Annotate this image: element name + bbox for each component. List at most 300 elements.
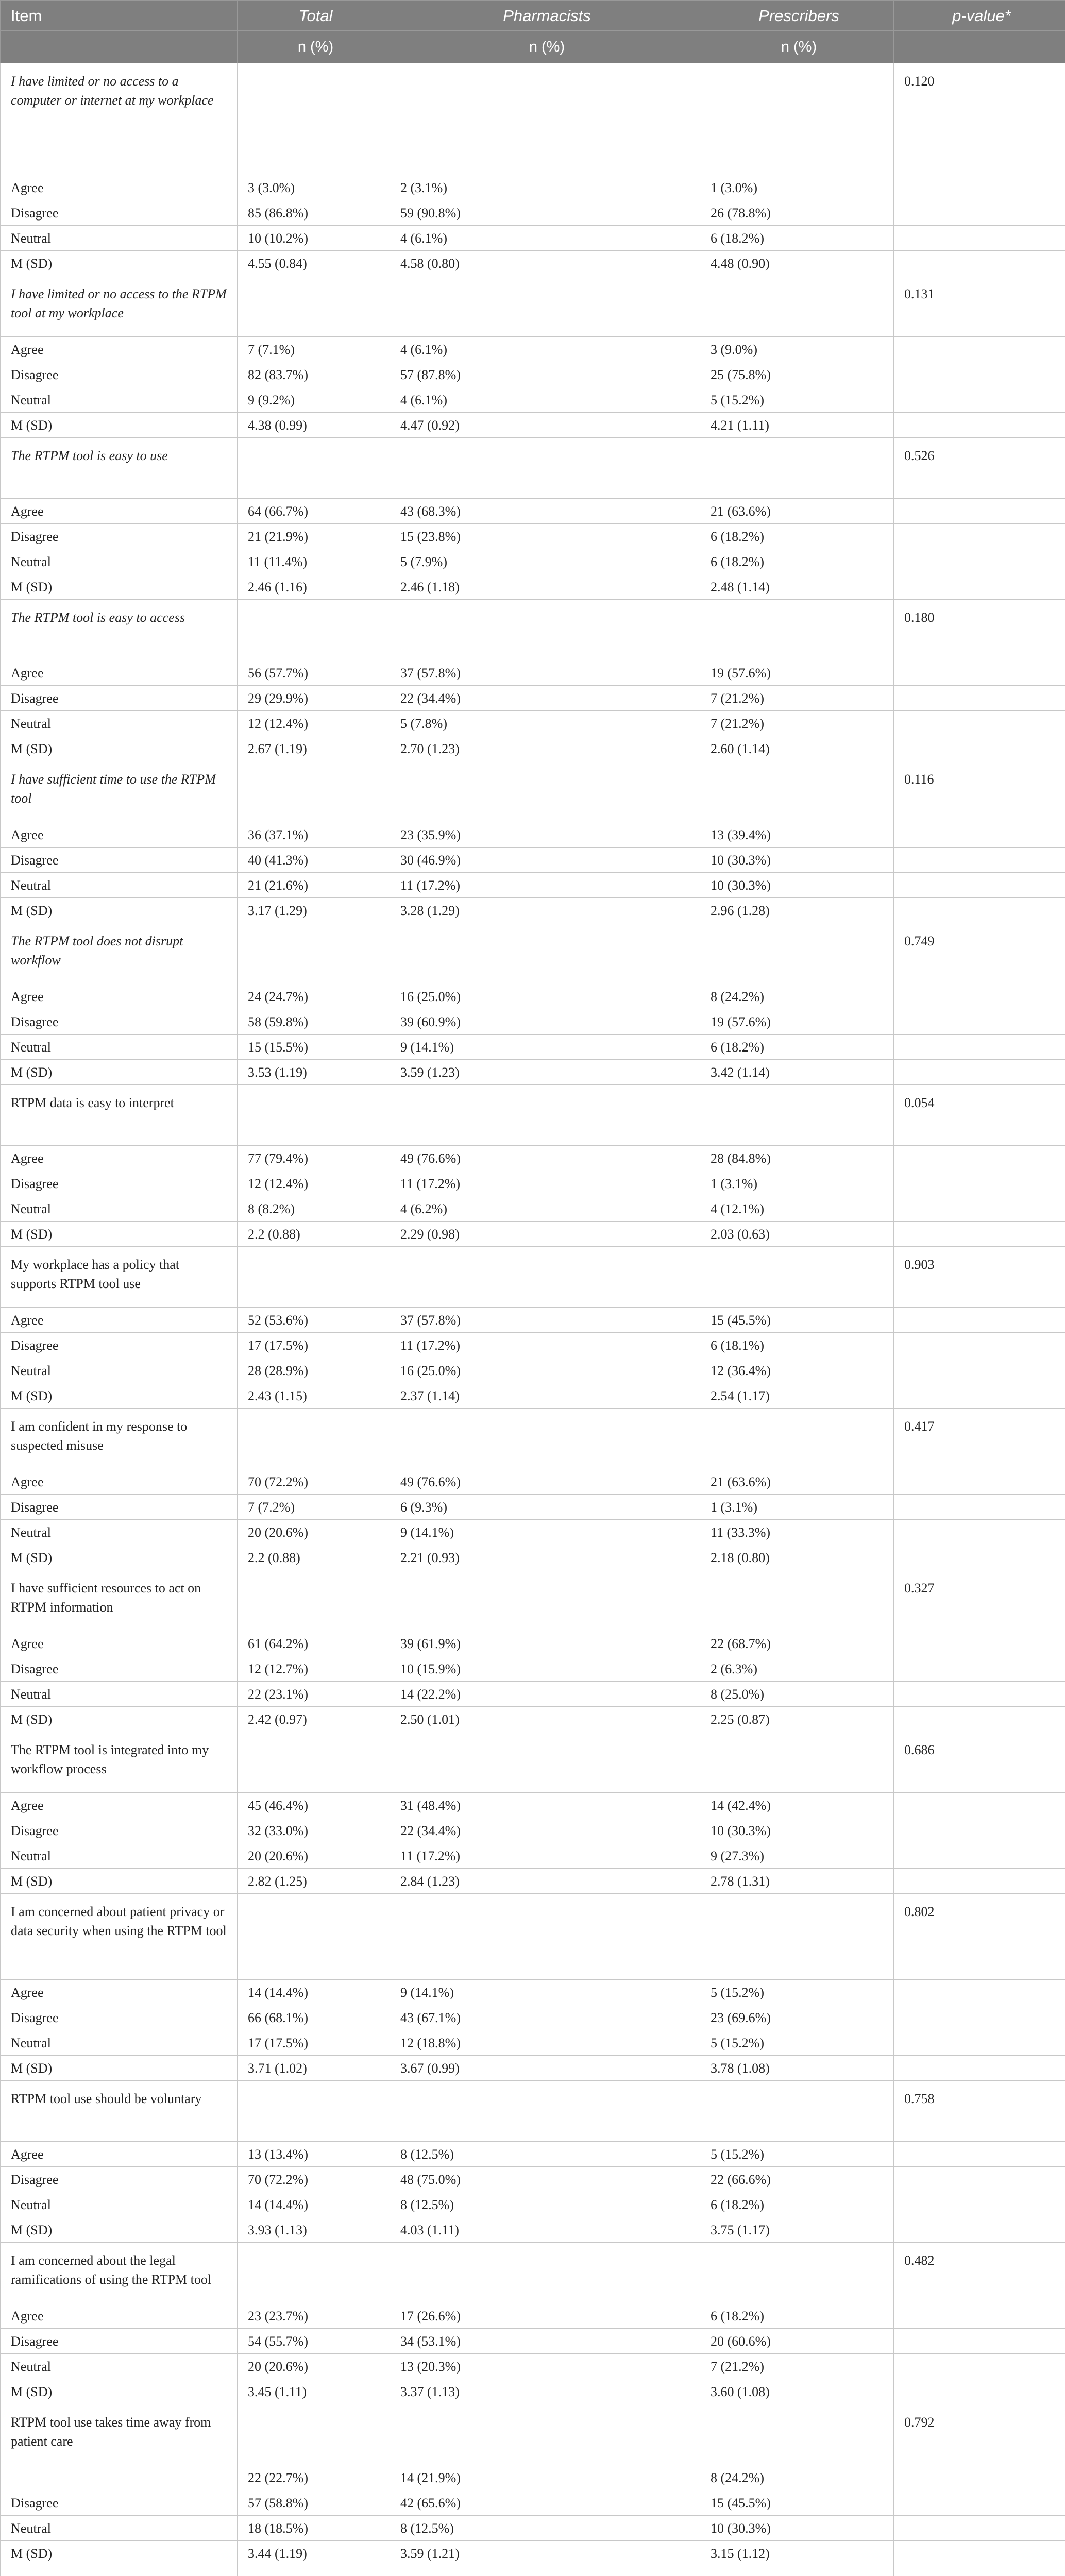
pharmacists-cell-empty [390,63,700,175]
pharmacists-value: 11 (17.2%) [390,1843,700,1869]
pvalue-cell: 0.758 [894,2081,1065,2142]
pharmacists-cell-empty [390,1409,700,1469]
question-row [1,63,1065,175]
prescribers-value: 10 (30.3%) [700,848,894,873]
total-cell-empty [238,1570,390,1631]
prescribers-value: 3 (9.0%) [700,337,894,362]
pharmacists-value: 2.29 (0.98) [390,1222,700,1247]
response-label: Agree [1,1308,238,1333]
pvalue-cell-empty [894,413,1065,438]
prescribers-value: 5 (15.2%) [700,1980,894,2005]
total-value: 66 (68.1%) [238,2005,390,2030]
response-row [1,1495,1065,1520]
pharmacists-value: 11 (17.2%) [390,873,700,898]
total-value: 32 (33.0%) [238,1818,390,1843]
pvalue-cell-empty [894,1843,1065,1869]
response-row [1,686,1065,711]
pvalue-cell: 0.686 [894,1732,1065,1793]
response-row [1,337,1065,362]
pharmacists-value: 16 (25.0%) [390,984,700,1009]
question-text: I have limited or no access to a computer or internet at my workplace [1,63,238,175]
prescribers-value: 2.96 (1.28) [700,898,894,923]
prescribers-value: 1 (3.0%) [700,175,894,200]
pvalue-cell-empty [894,2167,1065,2192]
response-row [1,251,1065,276]
total-value: 3.44 (1.19) [238,2541,390,2566]
question-text: I have limited or no access to the RTPM tool at my workplace [1,276,238,337]
pvalue-cell: 0.120 [894,63,1065,175]
response-label: M (SD) [1,898,238,923]
pharmacists-value: 4 (6.2%) [390,1196,700,1222]
prescribers-value: 28 (84.8%) [700,1146,894,1171]
question-row [1,761,1065,822]
pharmacists-value: 30 (46.9%) [390,848,700,873]
total-value: 70 (72.2%) [238,1469,390,1495]
response-label: M (SD) [1,2379,238,2404]
pharmacists-value: 2.84 (1.23) [390,1869,700,1894]
total-value: 40 (41.3%) [238,848,390,873]
response-label: Disagree [1,686,238,711]
response-label: Neutral [1,2030,238,2056]
question-row [1,438,1065,499]
pharmacists-value: 49 (76.6%) [390,1469,700,1495]
prescribers-value: 15 (45.5%) [700,2490,894,2516]
prescribers-value: 7 (21.2%) [700,711,894,736]
pharmacists-cell-empty [390,600,700,660]
pharmacists-value: 10 (15.9%) [390,1656,700,1682]
pharmacists-value: 42 (65.6%) [390,2490,700,2516]
prescribers-value: 7 (21.2%) [700,686,894,711]
prescribers-cell-empty [700,1085,894,1146]
response-label: Disagree [1,1333,238,1358]
pvalue-cell-empty [894,1469,1065,1495]
pvalue-cell: 0.482 [894,2243,1065,2303]
total-value: 3.53 (1.19) [238,1060,390,1085]
pvalue-cell: 0.327 [894,1570,1065,1631]
pvalue-cell-empty [894,1818,1065,1843]
prescribers-value: 12 (36.4%) [700,1358,894,1383]
question-text: RTPM data is easy to interpret [1,1085,238,1146]
response-row [1,362,1065,387]
question-text [1,2566,238,2576]
prescribers-value: 1 (3.1%) [700,1495,894,1520]
prescribers-value: 9 (27.3%) [700,1843,894,1869]
response-label: Disagree [1,1818,238,1843]
total-cell-empty [238,1409,390,1469]
response-row [1,1818,1065,1843]
prescribers-cell-empty [700,1409,894,1469]
pharmacists-value: 6 (9.3%) [390,1495,700,1520]
pharmacists-value: 3.37 (1.13) [390,2379,700,2404]
total-value: 57 (58.8%) [238,2490,390,2516]
prescribers-cell-empty [700,2566,894,2576]
response-label: Disagree [1,2005,238,2030]
prescribers-value: 2.03 (0.63) [700,1222,894,1247]
prescribers-value: 2.18 (0.80) [700,1545,894,1570]
pharmacists-cell-empty [390,1085,700,1146]
total-value: 3.71 (1.02) [238,2056,390,2081]
question-text: The RTPM tool is easy to access [1,600,238,660]
total-value: 52 (53.6%) [238,1308,390,1333]
prescribers-value: 4.48 (0.90) [700,251,894,276]
pvalue-cell-empty [894,2005,1065,2030]
response-label: Neutral [1,549,238,574]
total-value: 85 (86.8%) [238,200,390,226]
response-label: M (SD) [1,2217,238,2243]
total-value: 20 (20.6%) [238,1520,390,1545]
question-text: I am confident in my response to suspected misuse [1,1409,238,1469]
prescribers-cell-empty [700,1732,894,1793]
pvalue-cell-empty [894,1631,1065,1656]
pharmacists-cell-empty [390,761,700,822]
pharmacists-value: 43 (68.3%) [390,499,700,524]
pharmacists-value: 4.03 (1.11) [390,2217,700,2243]
question-row [1,1894,1065,1980]
response-row [1,848,1065,873]
response-label: Agree [1,822,238,848]
table-header [1,1,1065,63]
response-row [1,387,1065,413]
pvalue-cell: 0.526 [894,438,1065,499]
prescribers-value: 21 (63.6%) [700,499,894,524]
question-row [1,276,1065,337]
total-cell-empty [238,2404,390,2465]
prescribers-cell-empty [700,2404,894,2465]
response-row [1,2329,1065,2354]
total-cell-empty [238,761,390,822]
prescribers-value: 2.78 (1.31) [700,1869,894,1894]
prescribers-value: 11 (33.3%) [700,1520,894,1545]
total-value: 61 (64.2%) [238,1631,390,1656]
pvalue-cell-empty [894,2379,1065,2404]
response-label: Agree [1,2303,238,2329]
response-row [1,2167,1065,2192]
prescribers-value: 19 (57.6%) [700,1009,894,1035]
prescribers-value: 20 (60.6%) [700,2329,894,2354]
response-row [1,1060,1065,1085]
response-label: Neutral [1,2354,238,2379]
response-row [1,549,1065,574]
pvalue-cell: 0.054 [894,1085,1065,1146]
question-text: I am concerned about patient privacy or data security when using the RTPM tool [1,1894,238,1980]
pharmacists-cell-empty [390,1732,700,1793]
total-value: 7 (7.2%) [238,1495,390,1520]
prescribers-value: 1 (3.1%) [700,1171,894,1196]
pvalue-cell-empty [894,1980,1065,2005]
pharmacists-value: 16 (25.0%) [390,1358,700,1383]
response-label: M (SD) [1,1383,238,1409]
response-row [1,2541,1065,2566]
prescribers-cell-empty [700,276,894,337]
pharmacists-cell-empty [390,438,700,499]
pvalue-cell-empty [894,2056,1065,2081]
header-total: Total [238,1,390,31]
response-row [1,1631,1065,1656]
pvalue-cell-empty [894,499,1065,524]
response-row [1,898,1065,923]
pvalue-cell: 0.749 [894,923,1065,984]
pharmacists-value: 4 (6.1%) [390,337,700,362]
response-label: Neutral [1,226,238,251]
total-value: 12 (12.7%) [238,1656,390,1682]
prescribers-value: 2 (6.3%) [700,1656,894,1682]
response-label: Disagree [1,1171,238,1196]
pharmacists-value: 9 (14.1%) [390,1980,700,2005]
prescribers-value: 26 (78.8%) [700,200,894,226]
header-pvalue-label: p-value* [952,6,1011,25]
pvalue-cell-empty [894,1520,1065,1545]
pharmacists-value: 2 (3.1%) [390,175,700,200]
header-item: Item [1,1,238,31]
response-row [1,1333,1065,1358]
total-value: 4.55 (0.84) [238,251,390,276]
response-row [1,873,1065,898]
response-row [1,413,1065,438]
response-row [1,660,1065,686]
total-value: 58 (59.8%) [238,1009,390,1035]
total-value: 70 (72.2%) [238,2167,390,2192]
pharmacists-value: 3.59 (1.21) [390,2541,700,2566]
prescribers-value: 4.21 (1.11) [700,413,894,438]
response-label: Agree [1,1980,238,2005]
pvalue-cell-empty [894,1171,1065,1196]
total-value: 20 (20.6%) [238,1843,390,1869]
prescribers-cell-empty [700,1247,894,1308]
pharmacists-value: 8 (12.5%) [390,2516,700,2541]
pvalue-cell: 0.131 [894,276,1065,337]
total-cell-empty [238,923,390,984]
header-sub-prescribers: n (%) [700,31,894,63]
total-value: 17 (17.5%) [238,2030,390,2056]
pharmacists-value: 22 (34.4%) [390,686,700,711]
total-value: 12 (12.4%) [238,711,390,736]
pvalue-cell-empty [894,387,1065,413]
prescribers-value: 15 (45.5%) [700,1308,894,1333]
response-row [1,1656,1065,1682]
total-value: 54 (55.7%) [238,2329,390,2354]
prescribers-value: 8 (25.0%) [700,1682,894,1707]
header-sub-total: n (%) [238,31,390,63]
pvalue-cell: 0.417 [894,1409,1065,1469]
response-row [1,1545,1065,1570]
pharmacists-value: 14 (22.2%) [390,1682,700,1707]
pvalue-cell-empty [894,1308,1065,1333]
pharmacists-value: 5 (7.9%) [390,549,700,574]
pvalue-cell: 0.802 [894,1894,1065,1980]
prescribers-value: 14 (42.4%) [700,1793,894,1818]
total-value: 29 (29.9%) [238,686,390,711]
response-row [1,2490,1065,2516]
response-label: Disagree [1,524,238,549]
pharmacists-cell-empty [390,2243,700,2303]
response-label: Neutral [1,1843,238,1869]
header-pvalue [894,1,1065,31]
pharmacists-value: 13 (20.3%) [390,2354,700,2379]
total-value: 36 (37.1%) [238,822,390,848]
response-label: Agree [1,1146,238,1171]
pharmacists-value: 48 (75.0%) [390,2167,700,2192]
pvalue-cell-empty [894,1383,1065,1409]
total-value: 2.46 (1.16) [238,574,390,600]
total-value: 14 (14.4%) [238,2192,390,2217]
pharmacists-value: 43 (67.1%) [390,2005,700,2030]
response-label: Neutral [1,873,238,898]
pharmacists-value: 5 (7.8%) [390,711,700,736]
prescribers-value: 5 (15.2%) [700,387,894,413]
response-row [1,1980,1065,2005]
response-row [1,1035,1065,1060]
response-row [1,226,1065,251]
response-label: Disagree [1,1009,238,1035]
question-row [1,1085,1065,1146]
response-row [1,1171,1065,1196]
pvalue-cell [894,2566,1065,2576]
response-label: M (SD) [1,1222,238,1247]
prescribers-value: 3.60 (1.08) [700,2379,894,2404]
question-row [1,923,1065,984]
prescribers-value: 6 (18.2%) [700,2303,894,2329]
prescribers-value: 6 (18.2%) [700,524,894,549]
pharmacists-cell-empty [390,2081,700,2142]
pharmacists-value: 2.37 (1.14) [390,1383,700,1409]
response-label: M (SD) [1,1869,238,1894]
response-row [1,2030,1065,2056]
total-value: 3.45 (1.11) [238,2379,390,2404]
question-text: The RTPM tool does not disrupt workflow [1,923,238,984]
response-row [1,524,1065,549]
prescribers-cell-empty [700,1570,894,1631]
response-row [1,2005,1065,2030]
pharmacists-value: 4.47 (0.92) [390,413,700,438]
pharmacists-value: 3.28 (1.29) [390,898,700,923]
pvalue-cell-empty [894,362,1065,387]
pvalue-cell: 0.903 [894,1247,1065,1308]
response-row [1,2379,1065,2404]
pharmacists-value: 14 (21.9%) [390,2465,700,2490]
pharmacists-cell-empty [390,1247,700,1308]
pharmacists-cell-empty [390,276,700,337]
pharmacists-value: 9 (14.1%) [390,1035,700,1060]
response-label: M (SD) [1,1707,238,1732]
pharmacists-value: 11 (17.2%) [390,1171,700,1196]
pharmacists-cell-empty [390,923,700,984]
prescribers-cell-empty [700,63,894,175]
pvalue-cell-empty [894,848,1065,873]
pvalue-cell-empty [894,200,1065,226]
prescribers-value: 5 (15.2%) [700,2142,894,2167]
header-sub-pvalue [894,31,1065,63]
response-row [1,2217,1065,2243]
pvalue-cell-empty [894,2329,1065,2354]
total-cell-empty [238,600,390,660]
response-label: Neutral [1,1520,238,1545]
pvalue-cell-empty [894,2354,1065,2379]
pvalue-cell-empty [894,226,1065,251]
response-row [1,2192,1065,2217]
pharmacists-value: 22 (34.4%) [390,1818,700,1843]
total-value: 56 (57.7%) [238,660,390,686]
response-label: Disagree [1,362,238,387]
total-value: 24 (24.7%) [238,984,390,1009]
response-label: Neutral [1,1196,238,1222]
total-value: 15 (15.5%) [238,1035,390,1060]
pvalue-cell-empty [894,1146,1065,1171]
response-row [1,1196,1065,1222]
response-label: Neutral [1,1035,238,1060]
response-label: Agree [1,337,238,362]
response-row [1,1308,1065,1333]
pharmacists-value: 2.50 (1.01) [390,1707,700,1732]
total-value: 2.2 (0.88) [238,1545,390,1570]
prescribers-value: 8 (24.2%) [700,2465,894,2490]
total-value: 3.17 (1.29) [238,898,390,923]
question-row [1,2243,1065,2303]
total-cell-empty [238,276,390,337]
question-row [1,1247,1065,1308]
pharmacists-cell-empty [390,1894,700,1980]
response-row [1,1682,1065,1707]
pharmacists-value: 17 (26.6%) [390,2303,700,2329]
response-row [1,1222,1065,1247]
total-value: 9 (9.2%) [238,387,390,413]
prescribers-value: 3.15 (1.12) [700,2541,894,2566]
response-label: Agree [1,1469,238,1495]
pharmacists-value: 8 (12.5%) [390,2142,700,2167]
response-label: Disagree [1,1656,238,1682]
total-cell-empty [238,2243,390,2303]
pvalue-cell-empty [894,984,1065,1009]
pharmacists-value: 9 (14.1%) [390,1520,700,1545]
response-label: M (SD) [1,1060,238,1085]
total-value: 4.38 (0.99) [238,413,390,438]
response-row [1,2142,1065,2167]
pvalue-cell-empty [894,337,1065,362]
response-label: Neutral [1,387,238,413]
question-text: RTPM tool use should be voluntary [1,2081,238,2142]
pharmacists-value: 59 (90.8%) [390,200,700,226]
response-row [1,2354,1065,2379]
pvalue-cell-empty [894,686,1065,711]
pvalue-cell-empty [894,2217,1065,2243]
total-value: 17 (17.5%) [238,1333,390,1358]
pharmacists-value: 39 (61.9%) [390,1631,700,1656]
total-value: 21 (21.9%) [238,524,390,549]
total-value: 20 (20.6%) [238,2354,390,2379]
total-value: 23 (23.7%) [238,2303,390,2329]
total-value: 10 (10.2%) [238,226,390,251]
pharmacists-value: 37 (57.8%) [390,660,700,686]
response-label: Agree [1,175,238,200]
response-label: Agree [1,2142,238,2167]
pvalue-cell-empty [894,1009,1065,1035]
question-text: I am concerned about the legal ramifications of using the RTPM tool [1,2243,238,2303]
total-value: 14 (14.4%) [238,1980,390,2005]
pvalue-cell-empty [894,1222,1065,1247]
pharmacists-value: 4.58 (0.80) [390,251,700,276]
pvalue-cell-empty [894,2541,1065,2566]
pvalue-cell-empty [894,660,1065,686]
prescribers-cell-empty [700,1894,894,1980]
prescribers-value: 19 (57.6%) [700,660,894,686]
response-row [1,1520,1065,1545]
total-value: 2.42 (0.97) [238,1707,390,1732]
total-value: 13 (13.4%) [238,2142,390,2167]
total-cell-empty [238,1085,390,1146]
header-sub-pharmacists: n (%) [390,31,700,63]
prescribers-value: 2.25 (0.87) [700,1707,894,1732]
pharmacists-value: 23 (35.9%) [390,822,700,848]
response-row [1,1146,1065,1171]
